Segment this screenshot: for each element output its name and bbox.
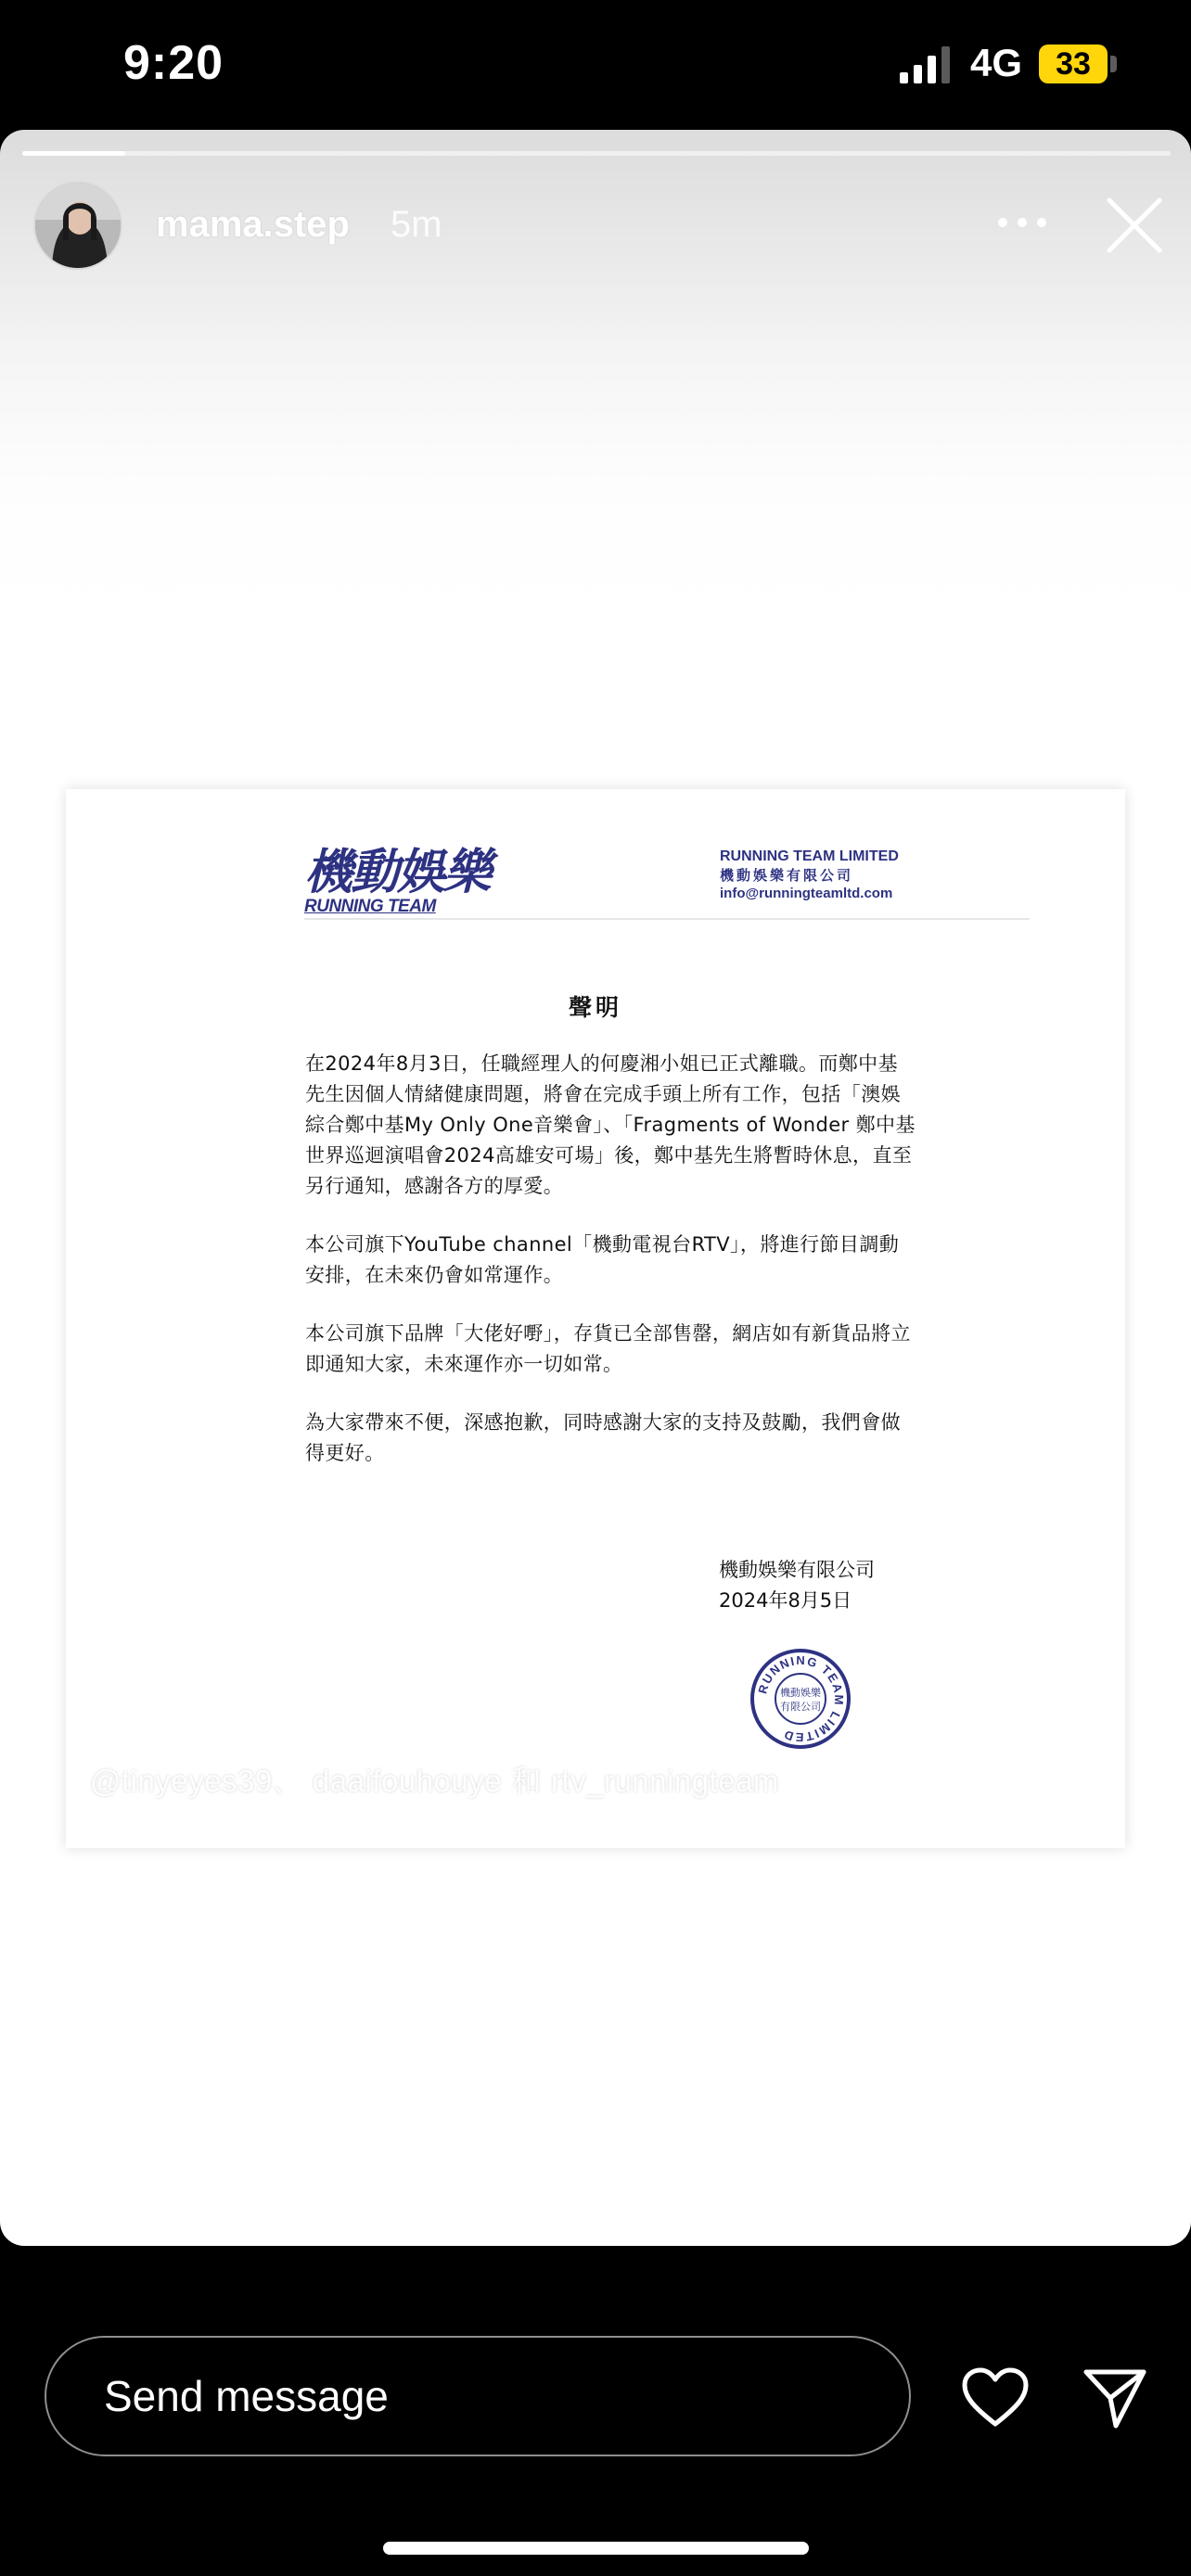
statement-document [66, 789, 1125, 1848]
signature-block [719, 1555, 875, 1616]
document-heading: 聲明 [568, 994, 622, 1021]
company-seal-stamp [749, 1648, 852, 1750]
company-name-english: RUNNING TEAM LIMITED [720, 848, 899, 864]
avatar[interactable] [33, 181, 122, 270]
close-icon[interactable] [1104, 195, 1165, 256]
letterhead-divider [304, 918, 1030, 920]
battery-icon [1039, 45, 1108, 83]
story-progress-fill [22, 151, 125, 156]
document-body [305, 1049, 917, 1497]
signature-date: 2024年8月5日 [719, 1589, 852, 1612]
send-icon[interactable] [1082, 2366, 1147, 2429]
username[interactable]: mama.step [156, 204, 350, 245]
svg-text:RUNNING TEAM LIMITED: RUNNING TEAM LIMITED [755, 1652, 847, 1745]
more-options-button[interactable] [998, 218, 1046, 236]
heart-icon[interactable] [961, 2366, 1030, 2428]
signature-company: 機動娛樂有限公司 [719, 1559, 875, 1581]
send-message-placeholder: Send message [104, 2372, 389, 2420]
story-progress-bar [22, 151, 1171, 156]
paragraph-1: 在2024年8月3日，任職經理人的何慶湘小姐已正式離職。而鄭中基先生因個人情緒健康問題，將會在完成手頭上所有工作，包括「澳娛綜合鄭中基My Only One音樂會」、「Fragments of Wonder 鄭中基世界巡迴演唱會2024高雄安可場」後，鄭中基先生將暫時休息，直至另行通知，感謝各方的厚愛。 [305, 1052, 916, 1197]
battery-tip [1110, 56, 1117, 72]
status-bar [0, 0, 1191, 130]
network-type: 4G [970, 41, 1023, 84]
svg-text:機動娛樂: 機動娛樂 [780, 1687, 821, 1699]
battery-level: 33 [1056, 46, 1091, 82]
logo-english: RUNNING TEAM [304, 897, 436, 916]
paragraph-2: 本公司旗下YouTube channel「機動電視台RTV」，將進行節目調動安排，在未來仍會如常運作。 [305, 1233, 900, 1286]
logo-chinese: 機動娛樂 [304, 845, 491, 900]
avatar-photo [35, 183, 122, 270]
send-message-input[interactable] [45, 2336, 911, 2456]
cellular-signal-icon [900, 46, 954, 83]
paragraph-3: 本公司旗下品牌「大佬好嘢」，存貨已全部售罄，網店如有新貨品將立即通知大家，未來運作亦一切如常。 [305, 1322, 911, 1375]
company-email: info@runningteamltd.com [720, 886, 893, 901]
story-mentions[interactable]: @tinyeyes39、 daaifouhouye 和 rtv_runningteam [90, 1764, 779, 1798]
company-letterhead [720, 848, 899, 903]
paragraph-4: 為大家帶來不便，深感抱歉，同時感謝大家的支持及鼓勵，我們會做得更好。 [305, 1411, 901, 1464]
status-time: 9:20 [123, 36, 224, 90]
story-time-ago: 5m [391, 204, 442, 245]
svg-text:有限公司: 有限公司 [780, 1701, 821, 1713]
story-card[interactable] [0, 130, 1191, 2246]
home-indicator [383, 2542, 809, 2555]
brand-logo [304, 845, 491, 916]
company-name-chinese: 機動娛樂有限公司 [720, 867, 854, 884]
